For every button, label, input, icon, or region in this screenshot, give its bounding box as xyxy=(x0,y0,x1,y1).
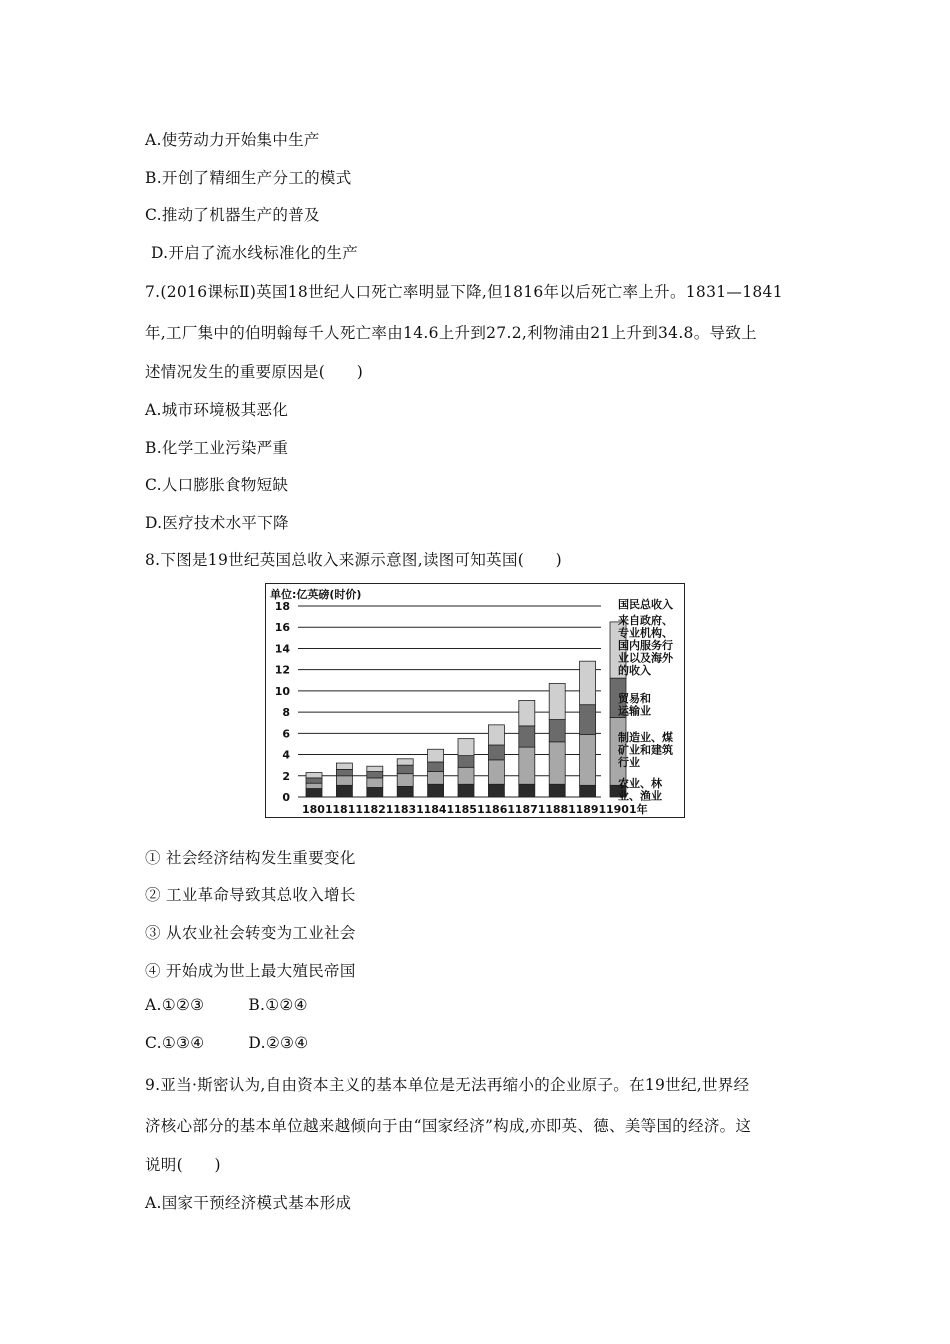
bar-segment xyxy=(428,749,444,762)
q8-options-row-2 xyxy=(145,1034,308,1052)
q8-statement-4: ④ 开始成为世上最大殖民帝国 xyxy=(145,962,356,980)
legend-label-other: 专业机构、 xyxy=(618,626,673,640)
y-tick-label: 2 xyxy=(282,769,290,783)
x-tick-label: 1811 xyxy=(332,803,364,816)
bar-segment xyxy=(549,683,565,719)
chart-unit-label: 单位:亿英磅(时价) xyxy=(270,588,362,601)
q6-option-d: D.开启了流水线标准化的生产 xyxy=(151,244,359,262)
y-tick-label: 6 xyxy=(282,727,290,741)
bar-segment xyxy=(549,784,565,797)
bar-segment xyxy=(367,778,383,788)
x-tick-label: 1841 xyxy=(423,803,455,816)
bar-segment xyxy=(458,739,474,756)
legend-label-agriculture: 业、渔业 xyxy=(618,789,662,803)
q8-statement-2: ② 工业革命导致其总收入增长 xyxy=(145,886,356,904)
income-chart-svg xyxy=(266,584,686,819)
bar-segment xyxy=(428,784,444,797)
bar-segment xyxy=(428,762,444,772)
q6-option-b: B.开创了精细生产分工的模式 xyxy=(145,169,352,187)
legend-label-agriculture: 农业、林 xyxy=(618,777,662,790)
q7-option-c: C.人口膨胀食物短缺 xyxy=(145,476,289,494)
bar-segment xyxy=(306,789,322,797)
bar-segment xyxy=(306,783,322,788)
bar-segment xyxy=(580,785,596,797)
bar-segment xyxy=(306,773,322,778)
q6-option-c: C.推动了机器生产的普及 xyxy=(145,206,320,224)
legend-label-trade: 运输业 xyxy=(618,704,651,718)
legend-label-trade: 贸易和 xyxy=(618,692,651,705)
y-tick-label: 16 xyxy=(274,621,290,635)
q7-stem-line-3: 述情况发生的重要原因是( ) xyxy=(145,363,364,381)
q8-stem: 8.下图是19世纪英国总收入来源示意图,读图可知英国( ) xyxy=(145,551,563,569)
bar-segment xyxy=(428,772,444,785)
q8-option-c: C.①③④ xyxy=(145,1034,205,1052)
bar-segment xyxy=(488,760,504,784)
legend-label-other: 国内服务行 xyxy=(618,639,673,652)
x-tick-label: 1831 xyxy=(393,803,424,816)
bar-segment xyxy=(488,725,504,745)
bar-segment xyxy=(397,786,413,797)
legend-label-other: 业以及海外 xyxy=(618,651,673,665)
y-tick-label: 12 xyxy=(274,663,290,677)
x-tick-label: 1871 xyxy=(514,803,546,816)
x-tick-label: 1861 xyxy=(484,803,516,816)
y-tick-label: 4 xyxy=(282,748,290,762)
bar-segment xyxy=(336,763,352,769)
legend-label-other: 来自政府、 xyxy=(618,614,673,627)
legend-label-manufacturing: 行业 xyxy=(618,756,640,769)
bar-segment xyxy=(397,765,413,773)
q9-stem-line-2: 济核心部分的基本单位越来越倾向于由“国家经济”构成,亦即英、德、美等国的经济。这 xyxy=(145,1117,752,1135)
q7-option-a: A.城市环境极其恶化 xyxy=(145,401,289,419)
bar-segment xyxy=(519,784,535,797)
legend-label-other: 的收入 xyxy=(618,664,651,677)
bar-segment xyxy=(549,720,565,742)
y-tick-label: 14 xyxy=(274,642,290,656)
x-tick-label: 1901年 xyxy=(606,803,648,816)
q6-option-a: A.使劳动力开始集中生产 xyxy=(145,131,320,149)
bar-segment xyxy=(549,742,565,784)
q8-options-row-1 xyxy=(145,996,308,1014)
bar-segment xyxy=(488,745,504,760)
bar-segment xyxy=(336,785,352,797)
y-tick-label: 8 xyxy=(282,706,290,720)
legend-label-manufacturing: 矿业和建筑 xyxy=(618,743,673,757)
q7-stem-line-2: 年,工厂集中的伯明翰每千人死亡率由14.6上升到27.2,利物浦由21上升到34.8。导致上 xyxy=(145,324,757,342)
q9-stem-line-3: 说明( ) xyxy=(145,1156,221,1174)
q8-statement-3: ③ 从农业社会转变为工业社会 xyxy=(145,924,356,942)
bar-segment xyxy=(580,734,596,785)
bar-segment xyxy=(458,756,474,768)
bar-segment xyxy=(367,772,383,778)
bar-segment xyxy=(519,747,535,784)
x-tick-label: 1821 xyxy=(362,803,394,816)
bar-segment xyxy=(397,759,413,765)
bar-segment xyxy=(336,769,352,775)
q7-stem-line-1: 7.(2016课标Ⅱ)英国18世纪人口死亡率明显下降,但1816年以后死亡率上升。1831—1841 xyxy=(145,283,783,301)
income-chart xyxy=(265,583,685,818)
x-tick-label: 1801 xyxy=(302,803,333,816)
q9-stem-line-1: 9.亚当·斯密认为,自由资本主义的基本单位是无法再缩小的企业原子。在19世纪,世界经 xyxy=(145,1076,750,1094)
q7-option-d: D.医疗技术水平下降 xyxy=(145,514,289,532)
bar-segment xyxy=(397,774,413,787)
q8-option-a: A.①②③ xyxy=(145,996,205,1014)
bar-segment xyxy=(458,767,474,784)
bar-segment xyxy=(367,787,383,797)
legend-label-total: 国民总收入 xyxy=(618,598,673,611)
bar-segment xyxy=(580,705,596,735)
bar-segment xyxy=(306,778,322,783)
q7-option-b: B.化学工业污染严重 xyxy=(145,439,289,457)
bar-segment xyxy=(519,700,535,725)
y-tick-label: 18 xyxy=(274,600,290,613)
y-tick-label: 10 xyxy=(274,684,290,698)
bar-segment xyxy=(458,784,474,797)
bar-segment xyxy=(367,766,383,771)
bar-segment xyxy=(519,726,535,747)
legend-label-manufacturing: 制造业、煤 xyxy=(618,731,673,744)
q8-statement-1: ① 社会经济结构发生重要变化 xyxy=(145,849,356,867)
x-tick-label: 1891 xyxy=(575,803,607,816)
y-tick-label: 0 xyxy=(282,791,290,804)
q8-option-b: B.①②④ xyxy=(248,996,308,1014)
x-tick-label: 1851 xyxy=(454,803,485,816)
q9-option-a: A.国家干预经济模式基本形成 xyxy=(145,1194,352,1212)
bar-segment xyxy=(336,776,352,786)
bar-segment xyxy=(580,661,596,705)
bar-segment xyxy=(488,784,504,797)
x-tick-label: 1881 xyxy=(545,803,576,816)
q8-option-d: D.②③④ xyxy=(248,1034,309,1052)
